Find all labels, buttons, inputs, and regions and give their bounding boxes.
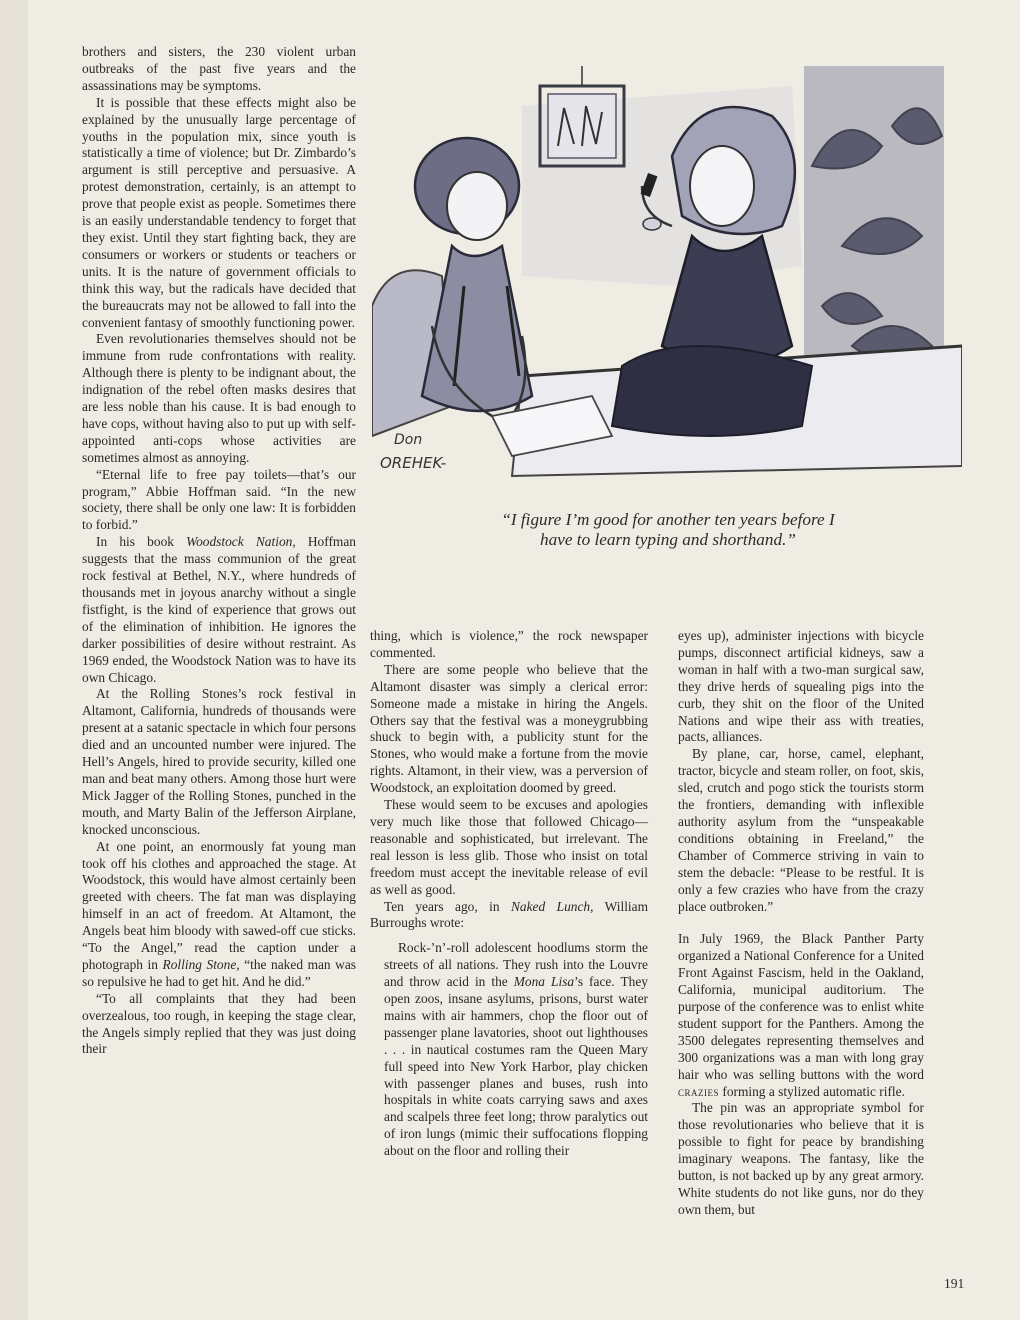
paragraph: There are some people who believe that the Altamont disaster was simply a clerical error: Someone made a mistake in hiring the Angels. Others say that the festival was a moneygrubbing shuck to begin with, a publicity stunt for the Stones, who would make a fortune from the movie rights. Altamont, in their view, was a perversion of Woodstock, an exploitation doomed by greed. bbox=[370, 661, 648, 796]
page-edge bbox=[0, 0, 28, 1320]
text-run: In his book bbox=[96, 534, 187, 550]
block-quote bbox=[384, 940, 648, 1160]
paragraph bbox=[82, 839, 356, 991]
text-run: ’s face. They open zoos, insane asylums, prisons, burst water mains with air hammers, chop the floor out of passenger plane lavatories, shoot out lighthouses . . . in nautical costumes ram the Queen Mary full speed into New York Harbor, play chicken with passenger planes and buses, rush into hospitals in white coats carrying saws and axes and scalpels three feet long; throw paralytics out of iron lungs (mimic their suffocations flopping about on the floor and rolling their bbox=[384, 974, 648, 1159]
text-run: Hoffman suggests that the mass communion of the great rock festival at Bethel, N.Y., where hundreds of thousands met in joyous anarchy without a single fistfight, is the kind of experience that grows out of the elimination of inhibition. He ignores the darker possibilities of desire without restraint. As 1969 ended, the Woodstock Nation was to have its own Chicago. bbox=[82, 534, 356, 685]
paragraph: At the Rolling Stones’s rock festival in Altamont, California, hundreds of thousands were present at a satanic spectacle in which four persons died and an uncounted number were injured. The Hell’s Angels, hired to provide security, killed one man and beat many others. Among those hurt were Mick Jagger of the Rolling Stones, punched in the mouth, and Marty Balin of the Jefferson Airplane, knocked unconscious. bbox=[82, 686, 356, 837]
paragraph: thing, which is violence,” the rock newspaper commented. bbox=[370, 628, 648, 660]
quote-paragraph bbox=[384, 940, 648, 1160]
text-run: Rock-’n’-roll adolescent hoodlums storm the streets of all nations. They rush into the Louvre and throw acid in the bbox=[384, 940, 648, 990]
text-run: “the naked man was so repulsive he had to get hit. And he did.” bbox=[82, 956, 357, 989]
caption-line: have to learn typing and shorthand.” bbox=[540, 530, 796, 549]
paragraph: “To all complaints that they had been overzealous, too rough, in keeping the stage clear, the Angels simply replied that they was just doing their bbox=[82, 990, 356, 1057]
paragraph bbox=[370, 899, 648, 933]
paragraph bbox=[678, 931, 924, 1100]
cartoon-drawing bbox=[372, 46, 962, 492]
paragraph: It is possible that these effects might also be explained by the unusually large percentage of youths in the population mix, since youth is statistically a time of violence; but Dr. Zimbardo’s argument is still perceptive and persuasive. A protest demonstration, certainly, is an attempt to prove that people exist as people. Sometimes there is an easily understandable tendency to forget that they exist. Until they start fighting back, they are consumers or workers or students or teachers or units. It is the nature of government officials to think this way, but the radicals have decided that the bureaucrats may not be allowed to fall into the convenient fantasy of smoothly functioning power. bbox=[82, 94, 356, 330]
text-column-middle bbox=[370, 628, 648, 1160]
cartoon-illustration bbox=[372, 46, 962, 492]
text-column-right bbox=[678, 628, 924, 1219]
text-run: forming a stylized automatic rifle. bbox=[719, 1083, 905, 1099]
signature-line-1: Don bbox=[394, 432, 423, 448]
paragraph bbox=[82, 534, 356, 686]
small-caps-word: crazies bbox=[678, 1083, 720, 1099]
signature-line-2: OREHEK- bbox=[380, 454, 447, 472]
text-run: At one point, an enormously fat young man took off his clothes and approached the stage. At Woodstock, this would have almost certainly been greeted with cheers. The fat man was displaying himself in an act of freedom. At Altamont, the Angels beat him bloody with sawed-off cue sticks. “To the Angel,” read the caption under a photograph in bbox=[82, 838, 356, 972]
text-run: In July 1969, the Black Panther Party organized a National Conference for a United Front Against Fascism, held in the Oakland, California, municipal auditorium. The purpose of the conference was to enlist white student support for the Panthers. Among the 3500 delegates representing themselves and 300 organizations was a man with long gray hair who was selling buttons with the word bbox=[678, 931, 924, 1082]
page-number: 191 bbox=[944, 1276, 965, 1291]
book-title: Naked Lunch, bbox=[510, 898, 594, 914]
cartoon-caption bbox=[440, 510, 896, 550]
quote-paragraph: eyes up), administer injections with bicycle pumps, disconnect artificial kidneys, saw a woman in half with a two-man surgical saw, they drive herds of squealing pigs into the curb, they shit on the floor of the United Nations and wipe their ass with treaties, pacts, alliances. bbox=[678, 628, 924, 745]
quote-paragraph: By plane, car, horse, camel, elephant, tractor, bicycle and steam roller, on foot, skis, sled, crutch and pogo stick the tourists storm the frontiers, demanding with inflexible authority asylum from the “unspeakable conditions obtaining in Freeland,” the Chamber of Commerce striving in vain to stem the debacle: “Please to be restful. It is only a few crazies who have from the crazy place outbroken.” bbox=[678, 746, 924, 914]
caption-line: “I figure I’m good for another ten years before I bbox=[501, 510, 835, 529]
paragraph: These would seem to be excuses and apologies very much like those that followed Chicago—reasonable and sophisticated, but irrelevant. The real lesson is less glib. Those who insist on total freedom must accept the inevitable release of evil as well as good. bbox=[370, 797, 648, 897]
book-title: Woodstock Nation, bbox=[186, 534, 296, 550]
paragraph: “Eternal life to free pay toilets—that’s our program,” Abbie Hoffman said. “In the new society, there shall be only one law: It is forbidden to forbid.” bbox=[82, 466, 356, 533]
text-column-left bbox=[82, 44, 356, 1058]
text-run: Ten years ago, in bbox=[384, 898, 511, 914]
paragraph: The pin was an appropriate symbol for those revolutionaries who believe that it is possible to fight for peace by brandishing imaginary weapons. The fantasy, like the button, is not backed up by any great armory. White students do not like guns, nor do they own them, but bbox=[678, 1100, 924, 1217]
paragraph: brothers and sisters, the 230 violent urban outbreaks of the past five years and the assassinations may be symptoms. bbox=[82, 44, 356, 93]
magazine-title: Rolling Stone, bbox=[162, 956, 240, 972]
artwork-title: Mona Lisa bbox=[513, 974, 575, 990]
text-run: William Burroughs wrote: bbox=[370, 898, 649, 931]
paragraph: Even revolutionaries themselves should not be immune from rude confrontations with reality. Although there is plenty to be indignant about, the indignation of the rebel often masks desires that are less noble than his cause. It is bad enough to have cops, without having also to put up with self-appointed anti-cops whose activities are sometimes almost as annoying. bbox=[82, 331, 356, 465]
